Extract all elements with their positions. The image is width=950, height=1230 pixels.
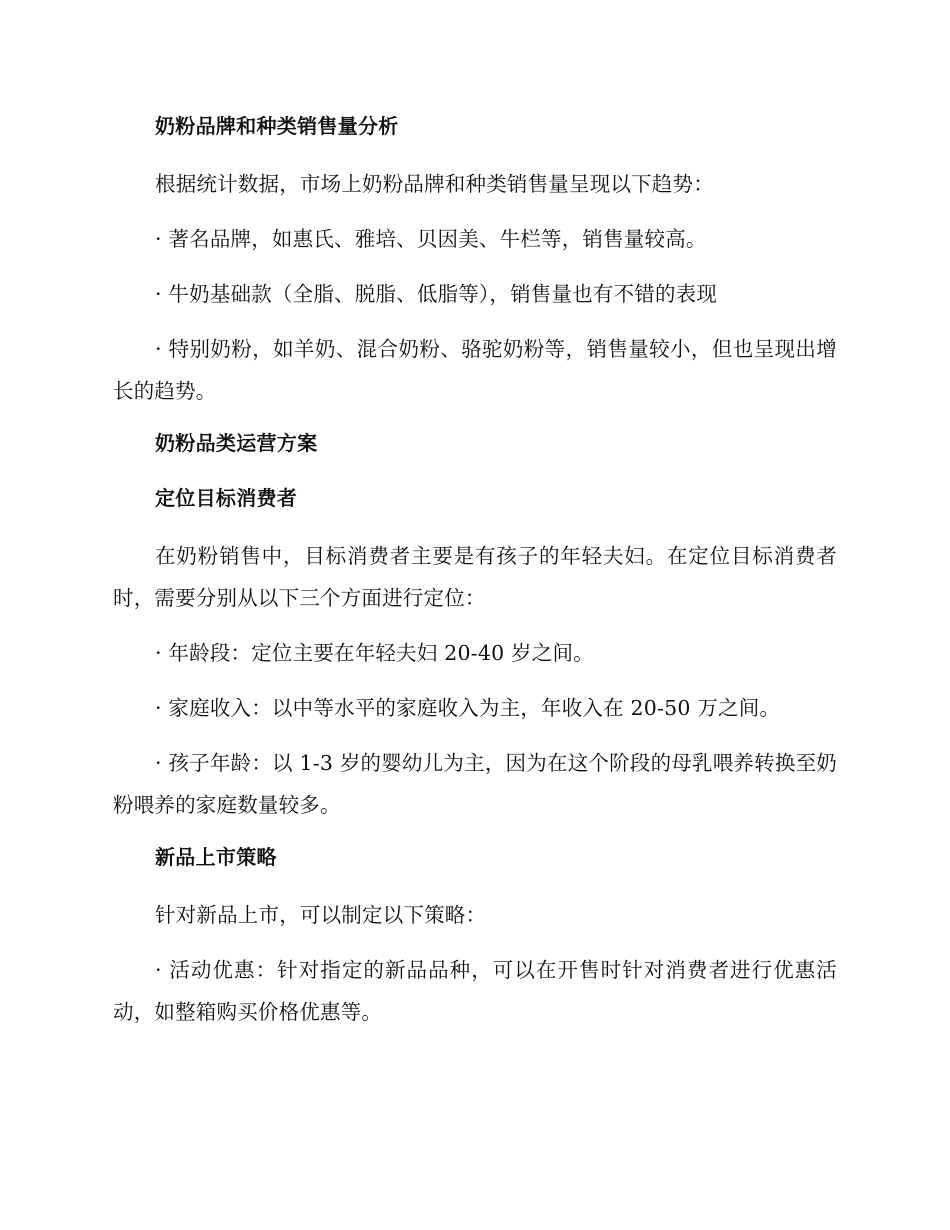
bullet-special-milk-powder: · 特别奶粉，如羊奶、混合奶粉、骆驼奶粉等，销售量较小，但也呈现出增长的趋势。 [113, 337, 837, 403]
bullet-famous-brands: · 著名品牌，如惠氏、雅培、贝因美、牛栏等，销售量较高。 [155, 227, 707, 251]
bullet-promotion: · 活动优惠：针对指定的新品品种，可以在开售时针对消费者进行优惠活动，如整箱购买价格优惠等。 [113, 958, 837, 1024]
subsection-heading-launch-strategy: 新品上市策略 [155, 845, 277, 869]
bullet-household-income: · 家庭收入：以中等水平的家庭收入为主，年收入在 20-50 万之间。 [155, 696, 781, 720]
bullet-basic-milk: · 牛奶基础款（全脂、脱脂、低脂等），销售量也有不错的表现 [155, 282, 718, 306]
subsection-heading-target-consumers: 定位目标消费者 [155, 486, 298, 510]
paragraph-target-consumers: 在奶粉销售中，目标消费者主要是有孩子的年轻夫妇。在定位目标消费者时，需要分别从以下三个方面进行定位： [113, 544, 837, 610]
section-heading-sales-analysis: 奶粉品牌和种类销售量分析 [155, 114, 399, 138]
paragraph-intro-trends: 根据统计数据，市场上奶粉品牌和种类销售量呈现以下趋势： [155, 172, 714, 196]
document-body [113, 108, 837, 1046]
bullet-age-range: · 年龄段：定位主要在年轻夫妇 20-40 岁之间。 [155, 641, 594, 665]
paragraph-launch-strategy: 针对新品上市，可以制定以下策略： [155, 903, 487, 927]
bullet-child-age: · 孩子年龄：以 1-3 岁的婴幼儿为主，因为在这个阶段的母乳喂养转换至奶粉喂养的家庭数量较多。 [113, 751, 837, 817]
section-heading-operation-plan: 奶粉品类运营方案 [155, 431, 318, 455]
